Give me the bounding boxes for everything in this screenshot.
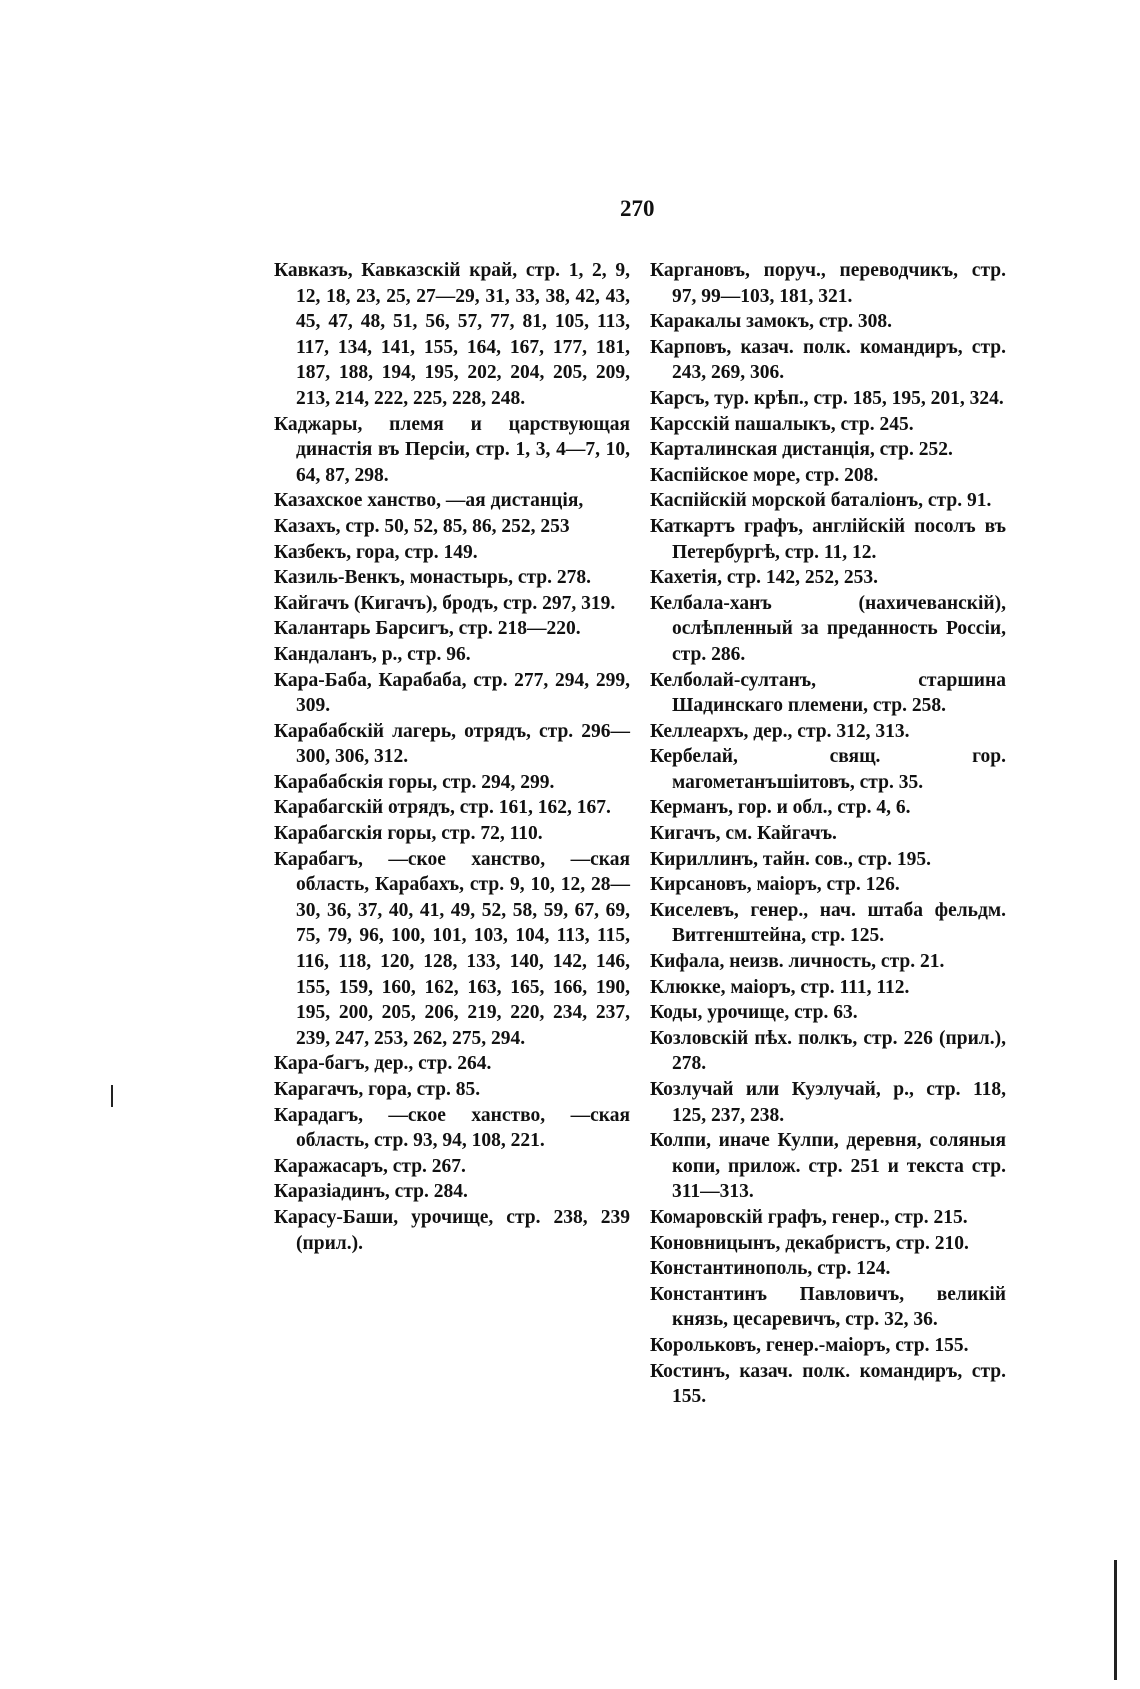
index-entry: Карабагскій отрядъ, стр. 161, 162, 167. xyxy=(274,797,611,819)
index-entry: Керманъ, гор. и обл., стр. 4, 6. xyxy=(650,797,911,819)
index-entry: Карагачъ, гора, стр. 85. xyxy=(274,1079,481,1100)
index-entry: Комаровскій графъ, генер., стр. 215. xyxy=(650,1206,968,1228)
index-entry: Келбала-ханъ (нахичеванскій), ослѣпленный за преданность Россіи, стр. 286. xyxy=(650,592,1006,665)
index-entry: Карасу-Баши, урочище, стр. 238, 239 (прил.). xyxy=(274,1206,630,1254)
index-entry: Карсъ, тур. крѣп., стр. 185, 195, 201, 324. xyxy=(650,387,1004,409)
index-entry: Кавказъ, Кавказскій край, стр. 1, 2, 9, 12, 18, 23, 25, 27—29, 31, 33, 38, 42, 43, 45, 47, 48, 51, 56, 57, 77, 81, 105, 113, 117, 134, 141, 155, 164, 167, 177, 181, 187, 188, 194, 195, 202, 204, 205, 209, 213, 214, 222, 225, 228, 248. xyxy=(274,260,630,409)
index-entry: Казбекъ, гора, стр. 149. xyxy=(274,541,478,563)
index-entry: Карабабскій лагерь, отрядъ, стр. 296—300, 306, 312. xyxy=(274,720,630,768)
index-entry: Кахетія, стр. 142, 252, 253. xyxy=(650,567,879,589)
index-entry: Казиль-Венкъ, монастырь, стр. 278. xyxy=(274,567,592,589)
index-entry: Клюкке, маіоръ, стр. 111, 112. xyxy=(650,976,910,998)
index-entry: Келлеархъ, дер., стр. 312, 313. xyxy=(650,720,910,742)
index-entry: Кербелай, свящ. гор. магометанъшіитовъ, стр. 35. xyxy=(650,746,1006,793)
scan-edge-mark xyxy=(1114,1560,1117,1680)
index-entry: Козловскій пѣх. полкъ, стр. 226 (прил.), 278. xyxy=(650,1027,1006,1075)
index-entry: Козлучай или Куэлучай, р., стр. 118, 125, 237, 238. xyxy=(650,1079,1006,1126)
index-entry: Кирсановъ, маіоръ, стр. 126. xyxy=(650,874,900,896)
index-entry: Кайгачъ (Кигачъ), бродъ, стр. 297, 319. xyxy=(274,592,616,614)
index-entry: Карталинская дистанція, стр. 252. xyxy=(650,439,953,461)
index-entry: Казахское ханство, —ая дистанція, xyxy=(274,490,584,512)
index-entry: Каткартъ графъ, англійскій посолъ въ Петербургѣ, стр. 11, 12. xyxy=(650,515,1006,563)
index-column-right xyxy=(650,258,1006,1410)
index-entry: Келболай-султанъ, старшина Шадинскаго племени, стр. 258. xyxy=(650,669,1006,717)
index-entry: Калантарь Барсигъ, стр. 218—220. xyxy=(274,618,581,640)
index-entry: Каспійскій морской баталіонъ, стр. 91. xyxy=(650,490,992,512)
page-number: 270 xyxy=(620,196,655,221)
index-entry: Константинъ Павловичъ, великій князь, цесаревичъ, стр. 32, 36. xyxy=(650,1283,1006,1331)
index-entry: Карабабскія горы, стр. 294, 299. xyxy=(274,771,555,793)
index-entry: Коновницынъ, декабристъ, стр. 210. xyxy=(650,1232,969,1254)
index-entry: Кандаланъ, р., стр. 96. xyxy=(274,643,471,665)
index-entry: Коды, урочище, стр. 63. xyxy=(650,1002,858,1024)
index-entry: Кара-Баба, Карабаба, стр. 277, 294, 299, 309. xyxy=(274,669,630,717)
index-entry: Казахъ, стр. 50, 52, 85, 86, 252, 253 xyxy=(274,515,570,537)
index-entry: Каджары, племя и царствующая династія въ Персіи, стр. 1, 3, 4—7, 10, 64, 87, 298. xyxy=(274,413,630,486)
index-entry: Кара-багъ, дер., стр. 264. xyxy=(274,1053,492,1075)
index-entry: Каспійское море, стр. 208. xyxy=(650,464,879,486)
index-entry: Костинъ, казач. полк. командиръ, стр. 155. xyxy=(650,1360,1006,1408)
index-entry: Карсскій пашалыкъ, стр. 245. xyxy=(650,413,914,435)
index-column-left xyxy=(274,258,630,1256)
index-entry: Колпи, иначе Кулпи, деревня, соляныя копи, прилож. стр. 251 и текста стр. 311—313. xyxy=(650,1130,1006,1203)
index-entry: Константинополь, стр. 124. xyxy=(650,1258,891,1280)
index-entry: Кигачъ, см. Кайгачъ. xyxy=(650,823,837,845)
index-entry: Карабагскія горы, стр. 72, 110. xyxy=(274,823,543,845)
index-entry: Каракалы замокъ, стр. 308. xyxy=(650,311,893,333)
index-entry: Каразіадинъ, стр. 284. xyxy=(274,1181,468,1203)
index-entry: Каражасаръ, стр. 267. xyxy=(274,1155,466,1177)
index-entry: Кириллинъ, тайн. сов., стр. 195. xyxy=(650,848,931,870)
index-entry: Кифала, неизв. личность, стр. 21. xyxy=(650,951,945,973)
index-entry: Каргановъ, поруч., переводчикъ, стр. 97, 99—103, 181, 321. xyxy=(650,260,1006,307)
index-entry: Карадагъ, —ское ханство, —ская область, стр. 93, 94, 108, 221. xyxy=(274,1104,630,1152)
index-entry: Киселевъ, генер., нач. штаба фельдм. Витгенштейна, стр. 125. xyxy=(650,899,1006,947)
index-entry: Корольковъ, генер.-маіоръ, стр. 155. xyxy=(650,1334,969,1356)
index-entry: Карабагъ, —ское ханство, —ская область, Карабахъ, стр. 9, 10, 12, 28—30, 36, 37, 40, 41, 49, 52, 58, 59, 67, 69, 75, 79, 96, 100, 101, 103, 104, 113, 115, 116, 118, 120, 128, 133, 140, 142, 146, 155, 159, 160, 162, 163, 165, 166, 190, 195, 200, 205, 206, 219, 220, 234, 237, 239, 247, 253, 262, 275, 294. xyxy=(274,848,630,1049)
scan-edge-mark xyxy=(111,1085,113,1107)
index-entry: Карповъ, казач. полк. командиръ, стр. 243, 269, 306. xyxy=(650,336,1006,384)
